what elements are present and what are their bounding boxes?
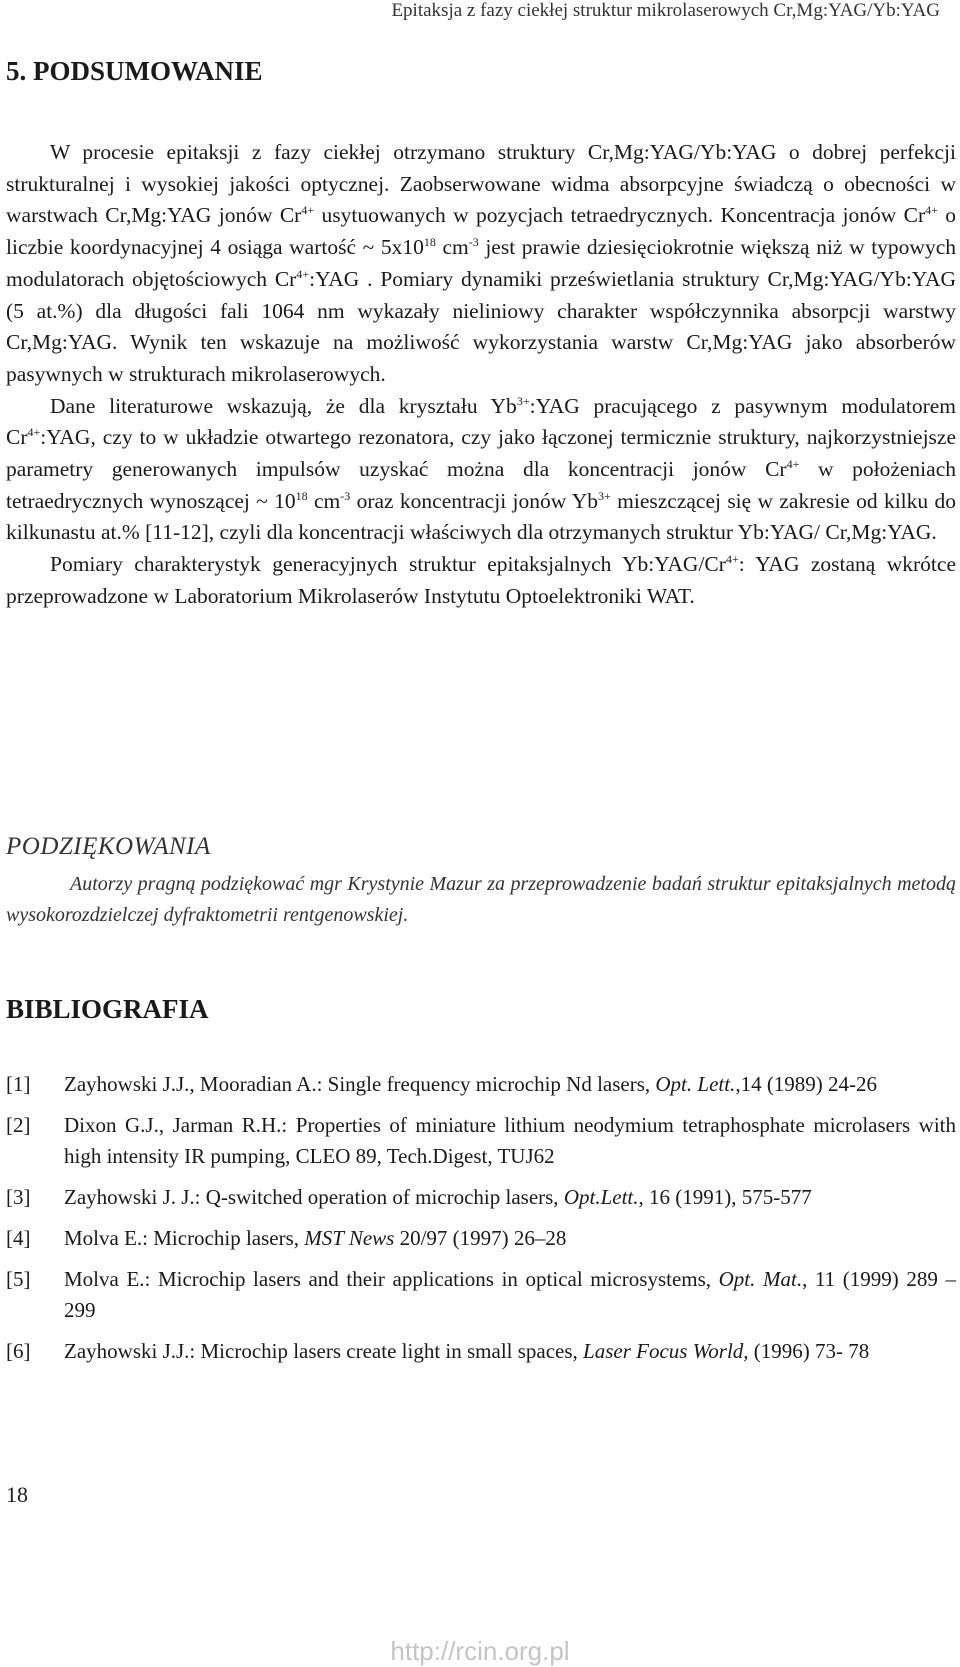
text-run: cm — [435, 235, 469, 260]
text-run: :YAG, czy to w układzie otwartego rezonatora, czy jako łączonej termicznie struktury, najkorzystniejsze parametry generowanych impulsów uzyskać można dla koncentracji jonów Cr — [6, 425, 956, 482]
reference-journal: Opt.Lett. — [563, 1185, 639, 1209]
section-heading-summary: 5. PODSUMOWANIE — [6, 56, 263, 86]
acknowledgements-heading: PODZIĘKOWANIA — [6, 833, 211, 860]
reference-number: [5] — [6, 1267, 31, 1291]
text-run: oraz koncentracji jonów Yb — [350, 488, 599, 513]
reference-item — [6, 1069, 956, 1100]
text-run: cm — [307, 488, 341, 513]
reference-details: , 11 (1999) 289 – 299 — [64, 1267, 956, 1322]
reference-text: Zayhowski J.J.: Microchip lasers create light in small spaces, — [64, 1339, 584, 1363]
text-run: Pomiary charakterystyk generacyjnych struktur epitaksjalnych Yb:YAG/Cr — [50, 552, 726, 577]
superscript: -3 — [340, 488, 351, 503]
reference-details: 20/97 (1997) 26–28 — [394, 1226, 567, 1250]
reference-number: [2] — [6, 1113, 31, 1137]
superscript: 18 — [423, 235, 436, 250]
reference-number: [4] — [6, 1226, 31, 1250]
superscript: -3 — [468, 235, 479, 250]
superscript: 4+ — [925, 203, 938, 218]
footer-url: http://rcin.org.pl — [390, 1636, 570, 1666]
reference-item — [6, 1336, 956, 1367]
summary-body — [6, 137, 956, 613]
reference-journal: Laser Focus World, — [583, 1339, 749, 1363]
reference-number: [3] — [6, 1185, 31, 1209]
reference-text: Dixon G.J., Jarman R.H.: Properties of miniature lithium neodymium tetraphosphate microlasers with high intensity IR pumping, CLEO 89, Tech.Digest, TUJ62 — [64, 1113, 956, 1168]
reference-number: [1] — [6, 1072, 31, 1096]
running-header: Epitaksja z fazy ciekłej struktur mikrolaserowych Cr,Mg:YAG/Yb:YAG — [391, 0, 940, 21]
text-run: o liczbie koordynacyjnej 4 osiąga wartość ~ 5x10 — [6, 203, 957, 260]
text-run: :YAG pracującego z pasywnym modulatorem Cr — [6, 393, 956, 450]
superscript: 3+ — [598, 488, 611, 503]
text-run: : YAG zostaną wkrótce przeprowadzone w Laboratorium Mikrolaserów Instytutu Optoelektroniki WAT. — [6, 552, 956, 608]
superscript: 4+ — [725, 552, 739, 567]
text-run: jest prawie dziesięciokrotnie większą niż w typowych modulatorach objętościowych Cr — [6, 235, 956, 291]
superscript: 18 — [295, 488, 308, 503]
reference-item — [6, 1264, 956, 1326]
superscript: 4+ — [296, 266, 310, 281]
text-run: usytuowanych w pozycjach tetraedrycznych. Koncentracja jonów Cr — [314, 203, 926, 228]
reference-number: [6] — [6, 1339, 31, 1363]
reference-item — [6, 1223, 956, 1254]
reference-details: (1996) 73- 78 — [748, 1339, 870, 1363]
reference-text: Molva E.: Microchip lasers and their applications in optical microsystems, — [64, 1267, 719, 1291]
acknowledgements-text: Autorzy pragną podziękować mgr Krystynie Mazur za przeprowadzenie badań struktur epitaksjalnych metodą wysokorozdzielczej dyfraktometrii rentgenowskiej. — [6, 873, 956, 926]
paragraph — [6, 391, 956, 550]
reference-details: , 16 (1991), 575-577 — [638, 1185, 812, 1209]
text-run: :YAG . Pomiary dynamiki prześwietlania struktury Cr,Mg:YAG/Yb:YAG (5 at.%) dla długości fali 1064 nm wykazały nieliniowy charakter współczynnika absorpcji warstwy Cr,Mg:YAG. Wynik ten wskazuje na możliwość wykorzystania warstw Cr,Mg:YAG jako absorberów pasywnych w strukturach mikrolaserowych. — [6, 266, 956, 386]
reference-journal: Opt. Lett. — [655, 1072, 736, 1096]
reference-list — [6, 1069, 956, 1377]
reference-item — [6, 1182, 956, 1213]
reference-item — [6, 1110, 956, 1172]
reference-details: ,14 (1989) 24-26 — [735, 1072, 878, 1096]
paragraph — [6, 549, 956, 612]
paragraph — [6, 137, 956, 391]
reference-text: Zayhowski J.J., Mooradian A.: Single frequency microchip Nd lasers, — [64, 1072, 656, 1096]
superscript: 4+ — [301, 203, 315, 218]
text-run: W procesie epitaksji z fazy ciekłej otrzymano struktury Cr,Mg:YAG/Yb:YAG o dobrej perfekcji strukturalnej i wysokiej jakości optycznej. Zaobserwowane widma absorpcyjne świadczą o obecności w warstwach Cr,Mg:YAG jonów Cr — [6, 140, 956, 228]
superscript: 4+ — [786, 457, 800, 472]
reference-journal: Opt. Mat. — [718, 1267, 803, 1291]
reference-text: Zayhowski J. J.: Q-switched operation of microchip lasers, — [64, 1185, 564, 1209]
superscript: 3+ — [516, 393, 530, 408]
text-run: Dane literaturowe wskazują, że dla kryształu Yb — [50, 393, 517, 418]
page-number: 18 — [6, 1482, 28, 1507]
text-run: mieszczącej się w zakresie od kilku do kilkunastu at.% [11-12], czyli dla koncentracji właściwych dla otrzymanych struktur Yb:YAG/ Cr,Mg:YAG. — [6, 488, 956, 545]
reference-journal: MST News — [304, 1226, 395, 1250]
superscript: 4+ — [27, 425, 41, 440]
section-heading-bibliography: BIBLIOGRAFIA — [6, 994, 209, 1024]
text-run: w położeniach tetraedrycznych wynoszącej ~ 10 — [6, 457, 956, 513]
reference-text: Molva E.: Microchip lasers, — [64, 1226, 305, 1250]
